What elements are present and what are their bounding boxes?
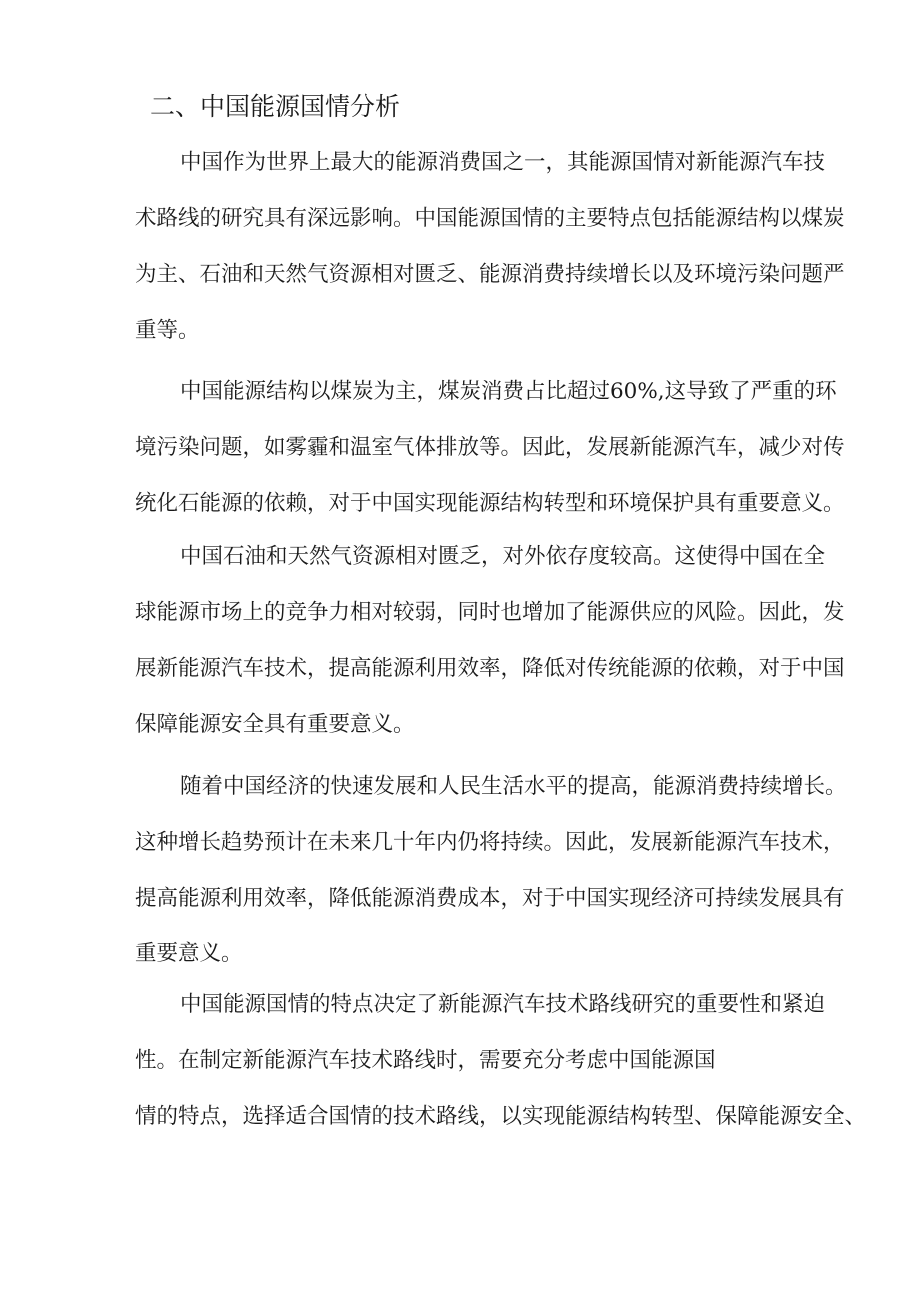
paragraph-line: 展新能源汽车技术，提高能源利用效率，降低对传统能源的依赖，对于中国 [135,656,845,681]
paragraph-line: 中国石油和天然气资源相对匮乏，对外依存度较高。这使得中国在全 [180,544,826,569]
paragraph-line: 重要意义。 [135,941,243,966]
paragraph-line: 统化石能源的依赖，对于中国实现能源结构转型和环境保护具有重要意义。 [135,491,845,516]
paragraph-line: 这种增长趋势预计在未来几十年内仍将持续。因此，发展新能源汽车技术， [135,830,845,855]
paragraph-line: 为主、石油和天然气资源相对匮乏、能源消费持续增长以及环境污染问题严 [135,262,845,287]
section-heading: 二、中国能源国情分析 [150,92,401,121]
paragraph-line: 中国能源结构以煤炭为主，煤炭消费占比超过60%,这导致了严重的环 [180,379,837,404]
paragraph-line: 情的特点，选择适合国情的技术路线，以实现能源结构转型、保障能源安全、 [135,1104,867,1129]
paragraph-line: 性。在制定新能源汽车技术路线时，需要充分考虑中国能源国 [135,1048,716,1073]
paragraph-line: 重等。 [135,318,200,343]
paragraph-line: 术路线的研究具有深远影响。中国能源国情的主要特点包括能源结构以煤炭 [135,206,845,231]
paragraph-line: 中国作为世界上最大的能源消费国之一，其能源国情对新能源汽车技 [180,150,826,175]
paragraph-line: 提高能源利用效率，降低能源消费成本，对于中国实现经济可持续发展具有 [135,886,845,911]
paragraph-line: 球能源市场上的竞争力相对较弱，同时也增加了能源供应的风险。因此，发 [135,600,845,625]
paragraph-line: 随着中国经济的快速发展和人民生活水平的提高，能源消费持续增长。 [180,774,847,799]
paragraph-line: 中国能源国情的特点决定了新能源汽车技术路线研究的重要性和紧迫 [180,992,826,1017]
paragraph-line: 保障能源安全具有重要意义。 [135,712,415,737]
paragraph-line: 境污染问题，如雾霾和温室气体排放等。因此，发展新能源汽车，减少对传 [135,435,845,460]
